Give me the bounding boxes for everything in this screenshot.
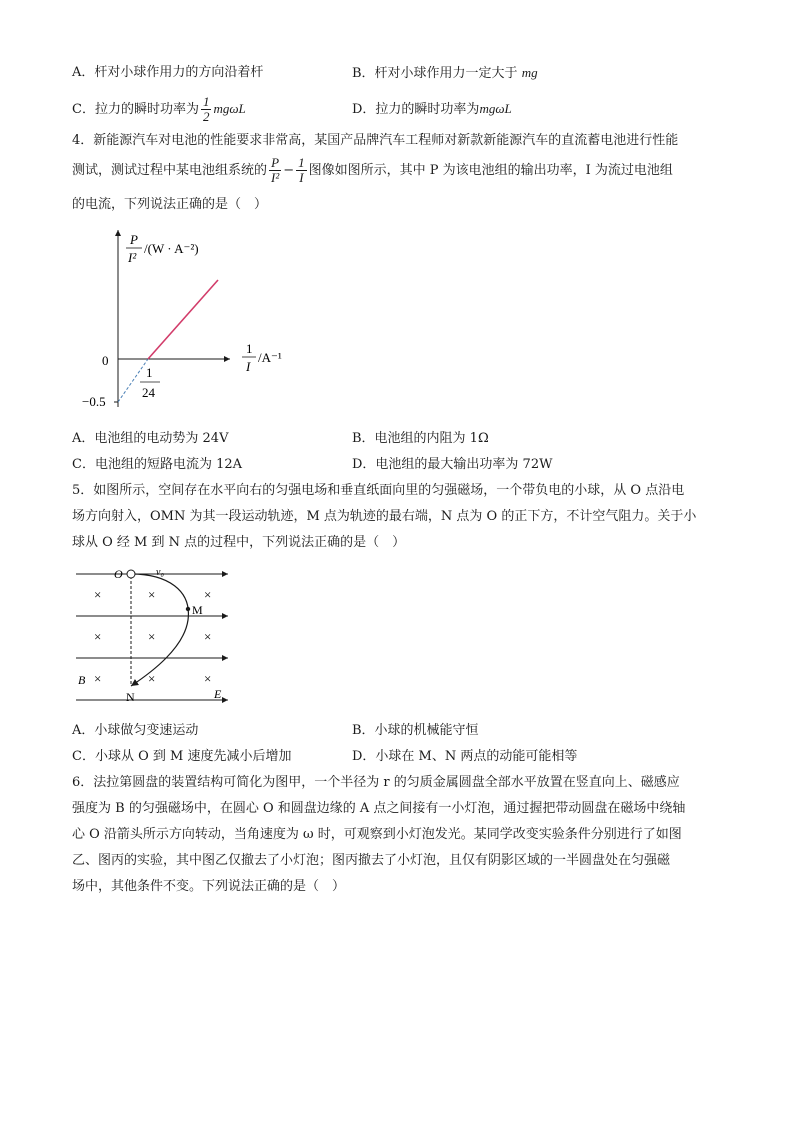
label-v0: v₀ [156, 567, 164, 578]
q3-option-a[interactable]: A．杆对小球作用力的方向沿着杆 [72, 65, 264, 80]
q3-option-c[interactable] [72, 92, 246, 127]
q4-stem-line2 [72, 152, 673, 190]
q5-stem-line3: 球从 O 经 M 到 N 点的过程中，下列说法正确的是（ ） [72, 535, 406, 550]
q5-option-d[interactable]: D．小球在 M、N 两点的动能可能相等 [352, 749, 578, 764]
magnetic-field-cross: × [148, 671, 156, 686]
label-e: E [214, 687, 222, 701]
q5-stem-line2: 场方向射入，OMN 为其一段运动轨迹，M 点为轨迹的最右端，N 点为 O 的正下方，不计空气阻力。关于小 [72, 509, 697, 524]
point-m [186, 607, 190, 611]
label-b: B [78, 673, 86, 687]
x-intercept-numerator: 1 [146, 365, 153, 380]
q3-option-d[interactable] [352, 92, 512, 127]
q4-option-a[interactable]: A．电池组的电动势为 24V [72, 431, 229, 446]
trajectory-omn [131, 574, 188, 686]
q5-figure [72, 562, 232, 712]
q3-option-c-math: mgωL [213, 101, 246, 116]
graph-line [148, 280, 218, 359]
fraction-numerator: 1 [298, 155, 305, 170]
ball [127, 570, 135, 578]
q4-option-b[interactable]: B．电池组的内阻为 1Ω [352, 431, 489, 446]
label-m: M [192, 603, 203, 617]
fraction-numerator: P [269, 156, 281, 171]
q3-option-d-math: mgωL [479, 101, 512, 116]
q4-option-c[interactable]: C．电池组的短路电流为 12A [72, 457, 243, 472]
q3-option-c-fraction [201, 95, 212, 124]
x-label-unit: /A⁻¹ [258, 350, 282, 365]
q6-stem-line1: 6．法拉第圆盘的装置结构可简化为图甲，一个半径为 r 的匀质金属圆盘全部水平放置在竖直向上、磁感应 [72, 775, 680, 790]
magnetic-field-cross: × [148, 587, 156, 602]
fraction-denominator: I² [271, 170, 280, 185]
q3-option-b-text: B．杆对小球作用力一定大于 [352, 66, 522, 81]
q3-option-d-text: D．拉力的瞬时功率为 [352, 102, 480, 117]
q6-stem-line5: 场中，其他条件不变。下列说法正确的是（ ） [72, 879, 346, 894]
label-o: O [114, 567, 123, 581]
q4-stem-line3: 的电流，下列说法正确的是（ ） [72, 197, 268, 212]
q4-fraction-p-over-i2 [269, 156, 281, 185]
q3-option-b-math: mg [521, 65, 538, 80]
magnetic-field-cross: × [94, 671, 102, 686]
q6-stem-line2: 强度为 B 的匀强磁场中，在圆心 O 和圆盘边缘的 A 点之间接有一小灯泡，通过握把带动圆盘在磁场中绕轴 [72, 801, 686, 816]
fraction-denominator: I [299, 170, 304, 185]
y-label-unit: /(W · A⁻²) [144, 241, 199, 256]
q4-stem-line2-pre: 测试，测试过程中某电池组系统的 [72, 163, 268, 178]
minus-sign: − [283, 163, 295, 178]
magnetic-field-cross: × [204, 629, 212, 644]
x-label-numerator: 1 [246, 341, 253, 356]
q5-option-a[interactable]: A．小球做匀变速运动 [72, 723, 199, 738]
magnetic-field-cross: × [94, 629, 102, 644]
fraction-denominator: 2 [202, 109, 210, 124]
q4-option-d[interactable]: D．电池组的最大输出功率为 72W [352, 457, 553, 472]
y-intercept-label: −0.5 [82, 394, 106, 409]
magnetic-field-cross: × [204, 671, 212, 686]
q4-stem-line2-post: 图像如图所示，其中 P 为该电池组的输出功率，I 为流过电池组 [308, 163, 673, 178]
q4-stem-line1: 4．新能源汽车对电池的性能要求非常高，某国产品牌汽车工程师对新款新能源汽车的直流蓄电池进行性能 [72, 133, 679, 148]
y-label-denominator: I² [128, 250, 137, 265]
origin-label: 0 [102, 353, 109, 368]
x-label-denominator: I [246, 359, 251, 374]
q3-option-b[interactable] [352, 64, 538, 83]
q5-option-c[interactable]: C．小球从 O 到 M 速度先减小后增加 [72, 749, 292, 764]
magnetic-field-cross: × [94, 587, 102, 602]
q5-stem-line1: 5．如图所示，空间存在水平向右的匀强电场和垂直纸面向里的匀强磁场，一个带负电的小球，从 O 点沿电 [72, 483, 685, 498]
q4-fraction-1-over-i [296, 156, 307, 185]
q4-graph [72, 222, 302, 412]
q5-option-b[interactable]: B．小球的机械能守恒 [352, 723, 479, 738]
y-label-numerator: P [130, 232, 138, 247]
magnetic-field-cross: × [148, 629, 156, 644]
label-n: N [126, 690, 135, 704]
fraction-numerator: 1 [202, 94, 210, 109]
q6-stem-line4: 乙、图丙的实验，其中图乙仅撤去了小灯泡；图丙撤去了小灯泡，且仅有阴影区域的一半圆盘处在匀强磁 [72, 853, 671, 868]
magnetic-field-cross: × [204, 587, 212, 602]
q3-option-c-text: C．拉力的瞬时功率为 [72, 102, 199, 117]
x-intercept-denominator: 24 [142, 385, 155, 400]
q6-stem-line3: 心 O 沿箭头所示方向转动，当角速度为 ω 时，可观察到小灯泡发光。某同学改变实验条件分别进行了如图 [72, 827, 682, 842]
